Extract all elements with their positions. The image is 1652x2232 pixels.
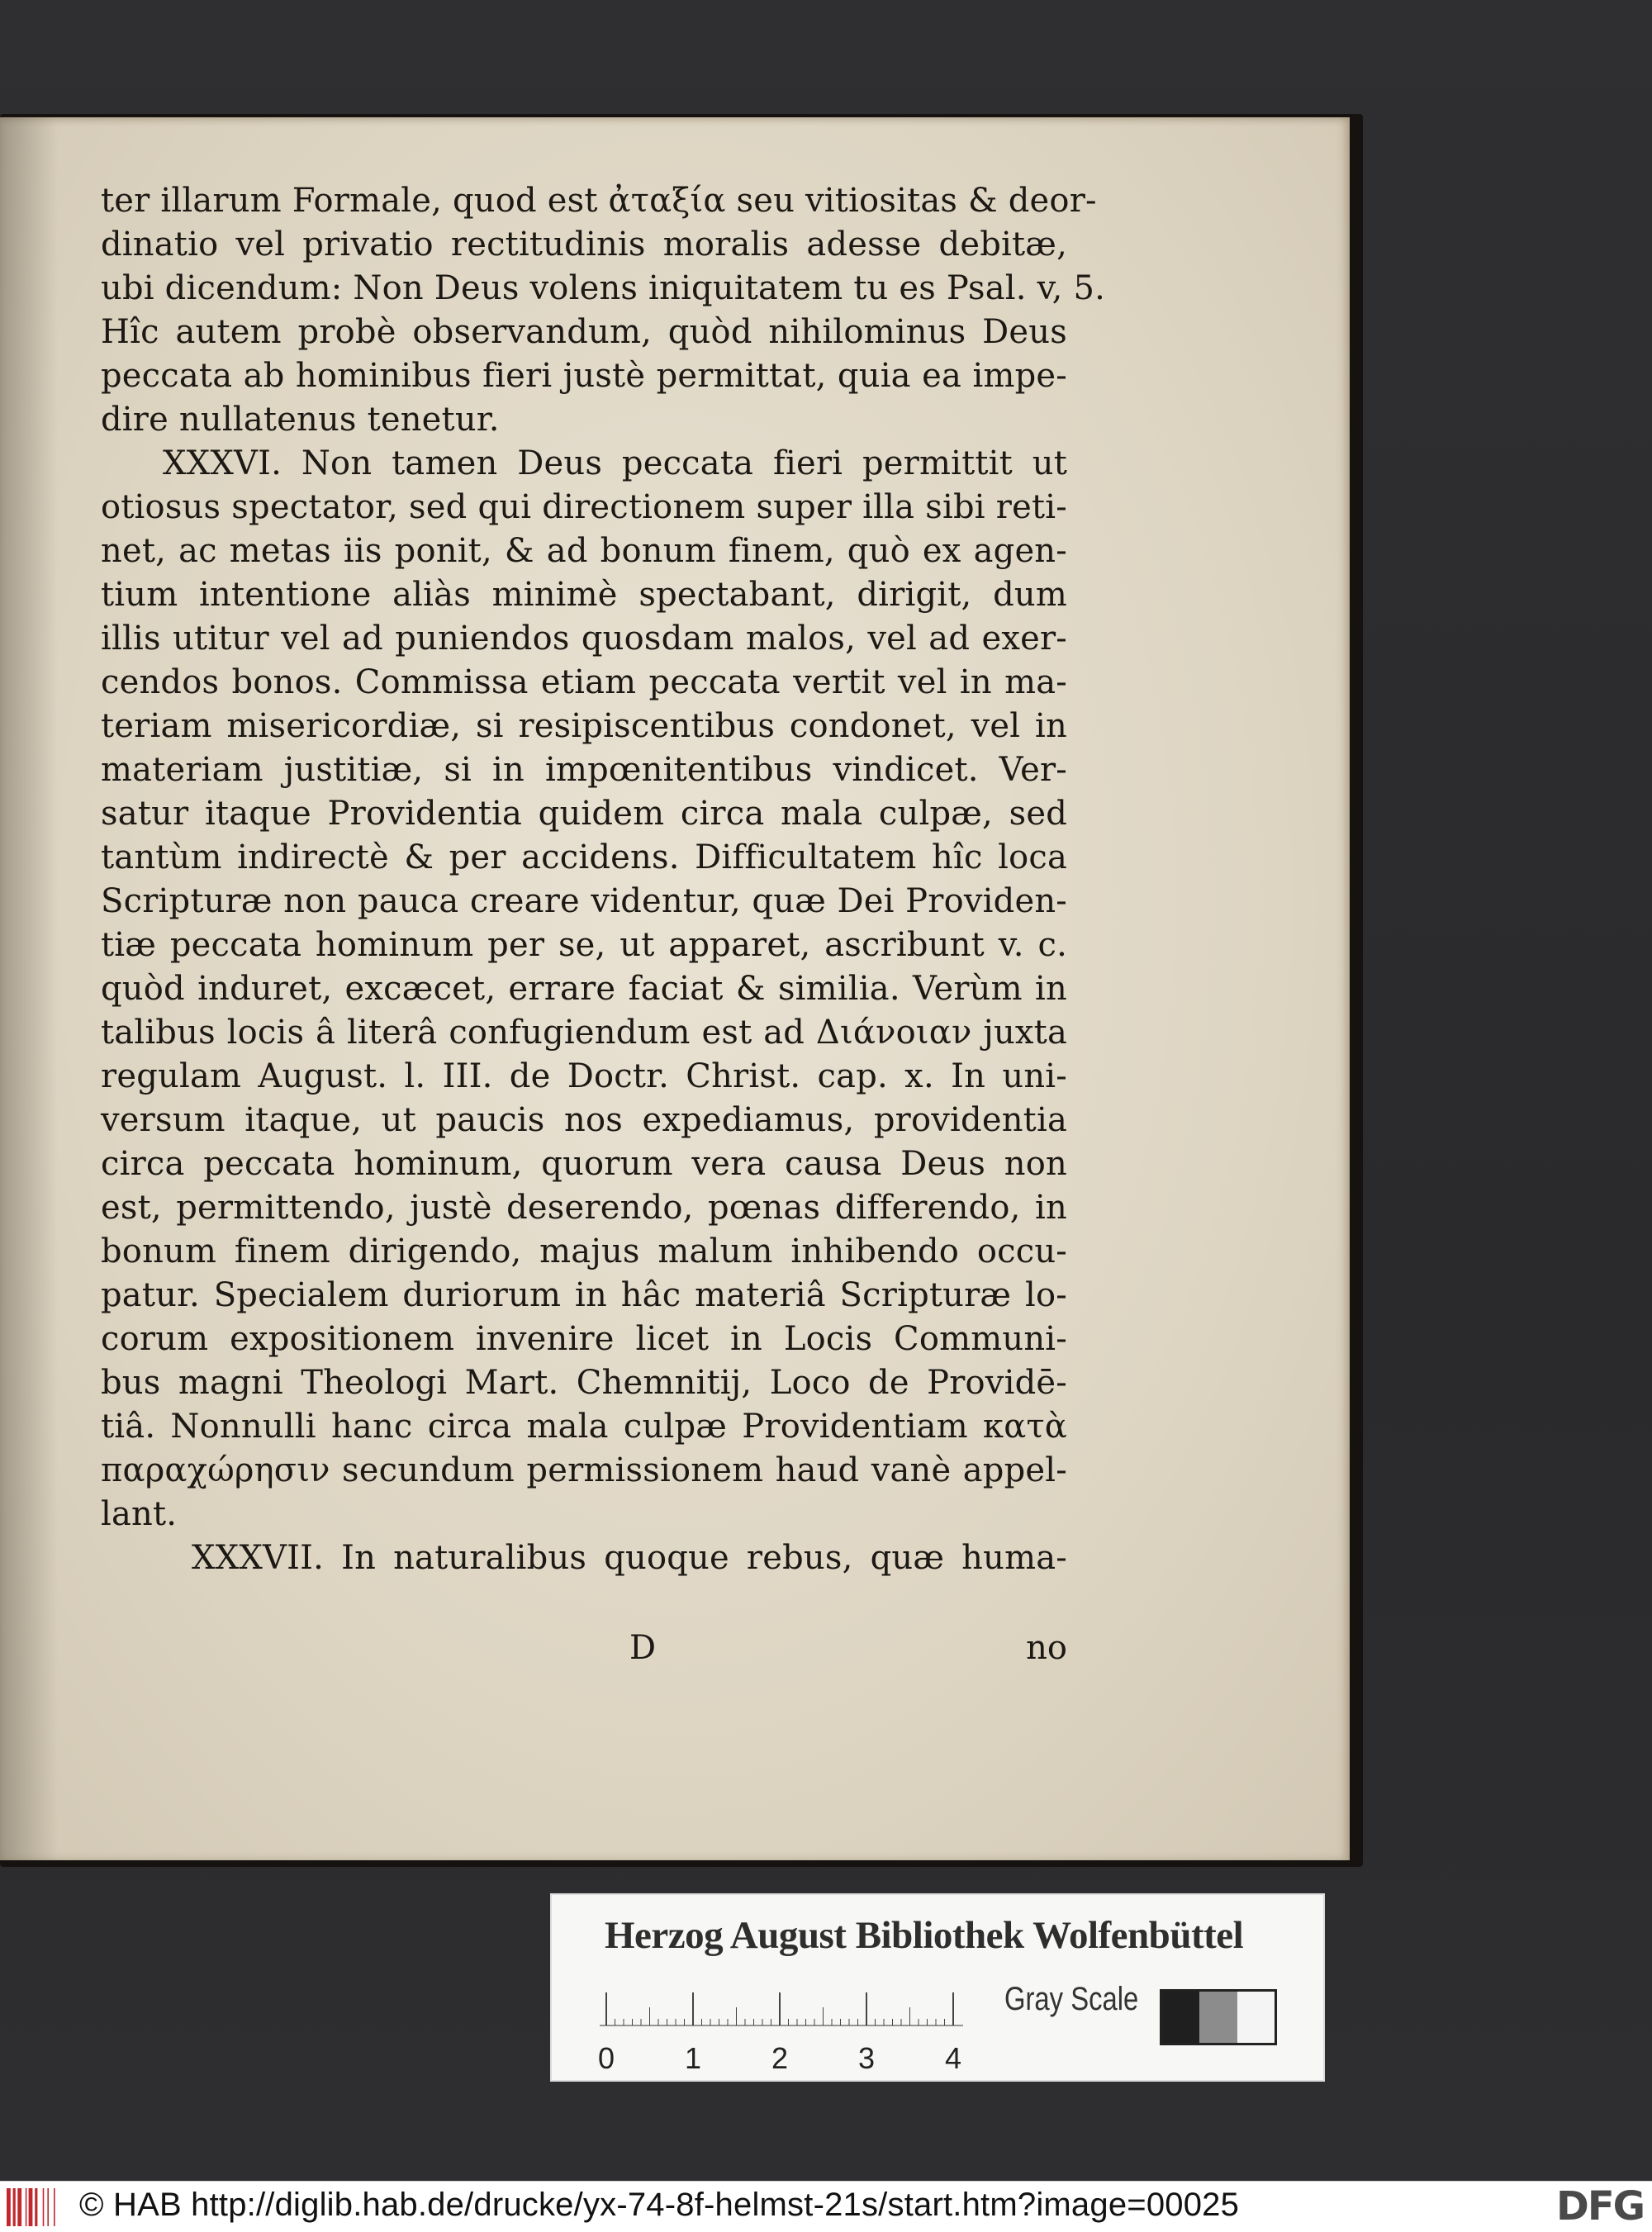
text-line: peccata ab hominibus fieri justè permittat, quia ea impe- — [101, 357, 1067, 395]
text-line: circa peccata hominum, quorum vera causa Deus non — [101, 1145, 1067, 1183]
ruler-number: 1 — [684, 2041, 702, 2075]
text-line: bus magni Theologi Mart. Chemnitij, Loco de Providē- — [101, 1364, 1067, 1402]
barcode-bar — [29, 2188, 33, 2226]
text-line: lant. — [101, 1495, 178, 1533]
text-line: satur itaque Providentia quidem circa mala culpæ, sed — [101, 795, 1067, 833]
page-text-block — [101, 179, 1106, 1580]
ruler-number: 3 — [857, 2041, 876, 2075]
text-line: bonum finem dirigendo, majus malum inhibendo occu- — [101, 1232, 1067, 1270]
text-line: ubi dicendum: Non Deus volens iniquitatem tu es Psal. v, 5. — [101, 269, 1106, 307]
barcode-bar — [7, 2188, 11, 2226]
text-line: tiæ peccata hominum per se, ut apparet, ascribunt v. c. — [101, 926, 1067, 964]
text-line: net, ac metas iis ponit, & ad bonum finem, quò ex agen- — [101, 532, 1067, 570]
viewer-footer — [0, 2181, 1652, 2232]
centimeter-ruler — [597, 1976, 963, 2075]
copyright-url[interactable]: © HAB http://diglib.hab.de/drucke/yx-74-8f-helmst-21s/start.htm?image=00025 — [79, 2187, 1240, 2223]
color-reference-card — [550, 1893, 1325, 2082]
text-line: tantùm indirectè & per accidens. Difficultatem hîc loca — [101, 838, 1067, 876]
text-line: ter illarum Formale, quod est ἀταξία seu vitiositas & deor- — [101, 182, 1097, 220]
ruler-number: 2 — [771, 2041, 789, 2075]
text-line: patur. Specialem duriorum in hâc materiâ Scripturæ lo- — [101, 1276, 1067, 1314]
page-footer-marks — [101, 1629, 1067, 1679]
text-line: talibus locis â literâ confugiendum est ad Διάνοιαν juxta — [101, 1014, 1067, 1052]
barcode-bar — [13, 2188, 16, 2226]
text-line: teriam misericordiæ, si resipiscentibus condonet, vel in — [101, 707, 1067, 745]
text-line: XXXVI. Non tamen Deus peccata fieri permittit ut — [163, 444, 1067, 482]
text-line: est, permittendo, justè deserendo, pœnas differendo, in — [101, 1189, 1067, 1227]
text-line: Hîc autem probè observandum, quòd nihilominus Deus — [101, 313, 1067, 351]
gray-patch — [1199, 1992, 1237, 2043]
barcode-bar — [26, 2188, 27, 2226]
barcode-bar — [43, 2188, 45, 2226]
barcode-bar — [35, 2188, 37, 2226]
text-line: dire nullatenus tenetur. — [101, 401, 500, 439]
barcode-icon — [7, 2188, 68, 2226]
ruler-number: 4 — [944, 2041, 962, 2075]
text-line: tium intentione aliàs minimè spectabant, dirigit, dum — [101, 576, 1067, 614]
text-line: corum expositionem invenire licet in Locis Communi- — [101, 1320, 1067, 1358]
gray-patch — [1237, 1992, 1275, 2043]
text-line: quòd induret, excæcet, errare faciat & similia. Verùm in — [101, 970, 1067, 1008]
book-page — [0, 117, 1350, 1860]
page-gutter — [0, 117, 58, 1860]
library-name: Herzog August Bibliothek Wolfenbüttel — [605, 1914, 1244, 1957]
text-line: illis utitur vel ad puniendos quosdam malos, vel ad exer- — [101, 620, 1067, 658]
text-line: XXXVII. In naturalibus quoque rebus, quæ huma- — [192, 1539, 1067, 1577]
text-line: tiâ. Nonnulli hanc circa mala culpæ Providentiam κατὰ — [101, 1408, 1067, 1446]
text-line: otiosus spectator, sed qui directionem super illa sibi reti- — [101, 488, 1067, 526]
barcode-bar — [54, 2188, 55, 2226]
text-line: dinatio vel privatio rectitudinis moralis adesse debitæ, — [101, 226, 1067, 264]
barcode-bar — [47, 2188, 49, 2226]
gray-scale-patches — [1160, 1989, 1277, 2045]
signature-mark: D — [629, 1629, 657, 1667]
ruler-number: 0 — [597, 2041, 615, 2075]
text-line: versum itaque, ut paucis nos expediamus, providentia — [101, 1101, 1067, 1139]
text-line: Scripturæ non pauca creare videntur, quæ Dei Providen- — [101, 882, 1067, 920]
catchword: no — [1026, 1629, 1067, 1667]
gray-scale-label: Gray Scale — [1004, 1981, 1139, 2017]
text-line: materiam justitiæ, si in impœnitentibus vindicet. Ver- — [101, 751, 1067, 789]
barcode-bar — [17, 2188, 21, 2226]
text-line: παραχώρησιν secundum permissionem haud vanè appel- — [101, 1451, 1067, 1489]
text-line: regulam August. l. III. de Doctr. Christ. cap. x. In uni- — [101, 1057, 1067, 1095]
gray-patch — [1162, 1992, 1199, 2043]
text-line: cendos bonos. Commissa etiam peccata vertit vel in ma- — [101, 663, 1067, 701]
dfg-logo: DFG — [1555, 2183, 1644, 2230]
